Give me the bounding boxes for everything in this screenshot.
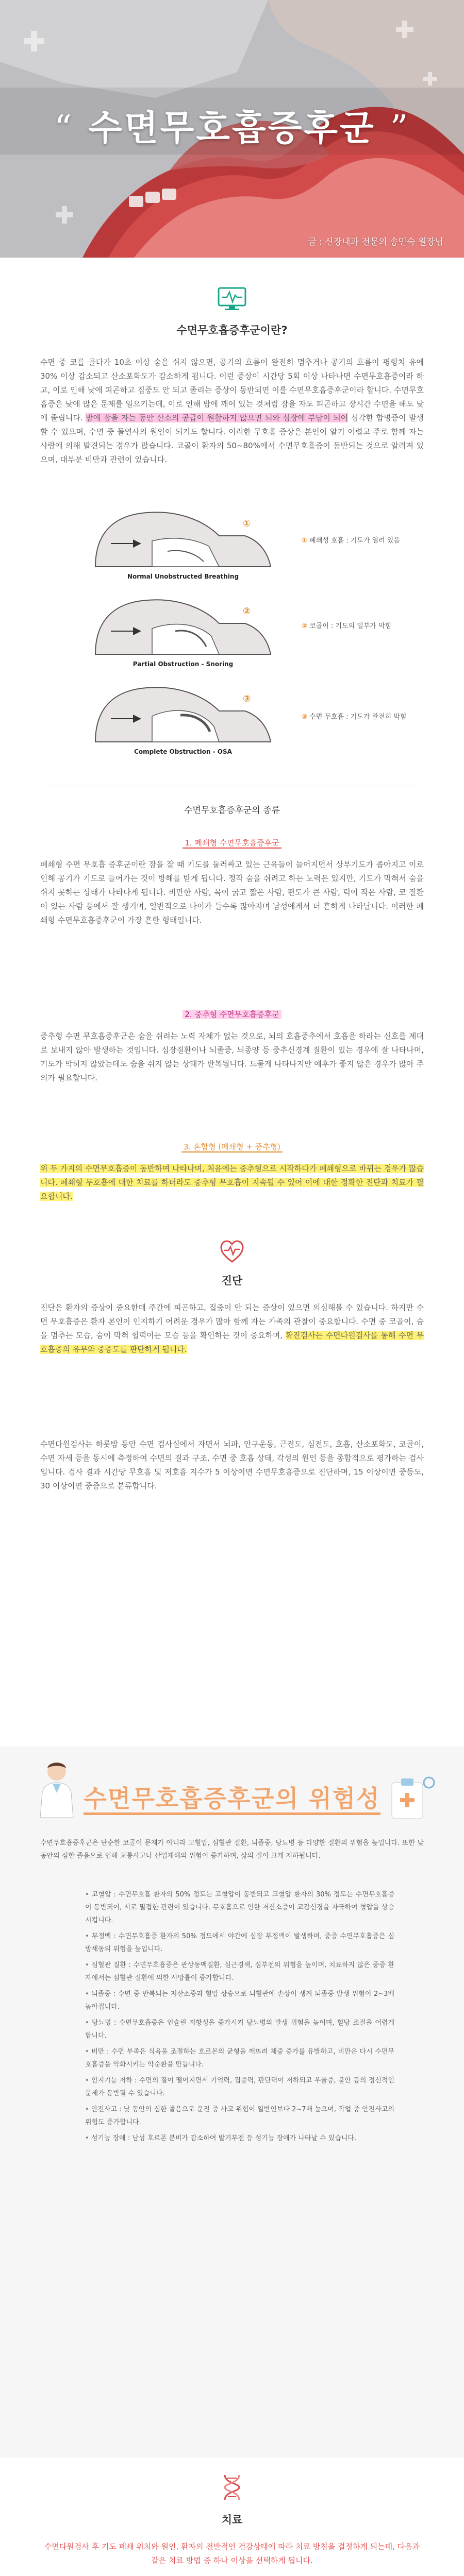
airway-diagram-snoring [90,592,276,659]
list-item: • 고혈압 : 수면무호흡 환자의 50% 정도는 고혈압이 동반되고 고혈압 환자의 30% 정도는 수면무호흡증이 동반되어, 서로 밀접한 관련이 있습니다. 무호흡으로 인한 저산소증이 교감신경을 자극하여 혈압을 상승시킵니다. [85,1888,394,1927]
intro-text-2: 수면무호흡증은 낮에 많은 문제를 일으키는데, 이로 인해 밤에 깨어 있는 것처럼 잠을 자도 피곤하고 장시간 수면을 해도 낮에 졸립니다. [40,385,424,422]
close-quote: ” [390,108,410,149]
treatment-lead: 수면다원검사 후 기도 폐쇄 위치와 원인, 환자의 전반적인 건강상태에 따라 치료 방침을 결정하게 되는데, 다음과 같은 치료 방법 중 하나 이상을 선택하게 됩니다. [44,2542,420,2565]
airway-diagram-osa [90,680,276,747]
list-item: • 비만 : 수면 부족은 식욕을 조절하는 호르몬의 균형을 깨뜨려 체중 증가를 유발하고, 비만은 다시 수면무호흡증을 악화시키는 악순환을 만듭니다. [85,2045,394,2071]
open-quote: “ [54,108,74,149]
diagram-caption-osa: Complete Obstruction - OSA [134,748,232,755]
diagnosis-paragraph-1: 진단은 환자의 증상이 중요한데 주간에 피곤하고, 집중이 안 되는 증상이 있으면 의심해볼 수 있습니다. 하지만 수면 무호흡증은 환자 본인이 인지하기 어려운 경우가 많아 함께 자는 가족의 관찰이 중요합니다. 수면 중 코골이, 숨을 멈추는 모습, 숨이 막혀 헐떡이는 모습 등을 확인하는 것이 중요하며, 확진검사는 수면다원검사를 통해 수면 무호흡증의 유무와 중증도를 판단하게 됩니다. [40,1303,424,1354]
legend-item-1: ① 폐쇄성 호흡 : 기도가 열려 있음 [302,537,400,545]
dna-icon [218,2473,246,2502]
heartbeat-icon [219,1239,245,1265]
diagnosis-highlight: 확진검사는 수면다원검사를 통해 수면 무호흡증의 유무와 중증도를 판단하게 됩니다. [40,1331,424,1354]
svg-text:③: ③ [243,693,251,704]
diagnosis-paragraph-2: 수면다원검사는 하룻밤 동안 수면 검사실에서 자면서 뇌파, 안구운동, 근전도, 심전도, 호흡, 산소포화도, 코골이, 수면 자세 등을 동시에 측정하여 수면의 질과 구조, 수면 중 호흡 상태, 각성의 원인 등을 종합적으로 평가하는 검사입니다. 검사 결과 시간당 무호흡 및 저호흡 지수가 5 이상이면 수면무호흡증으로 진단하며, 15 이상이면 중등도, 30 이상이면 중증으로 분류합니다. [40,1439,424,1490]
treatment-heading: 치료 [221,2514,243,2526]
type-3-text: 위 두 가지의 수면무호흡증이 동반하여 나타나며, 처음에는 중추형으로 시작하다가 폐쇄형으로 바뀌는 경우가 많습니다. 폐쇄형 무호흡에 대한 치료를 하더라도 중추형 무호흡이 지속될 수 있어 이에 대한 정확한 진단과 치료가 필요합니다. [40,1164,424,1201]
type-2-text: 중추형 수면 무호흡증후군은 숨을 쉬려는 노력 자체가 없는 것으로, 뇌의 호흡중추에서 호흡을 하라는 신호를 제대로 보내지 않아 발생하는 것입니다. 심장질환이나 뇌졸중, 뇌종양 등 중추신경계 질환이 있는 경우에 잘 나타나며, 기도가 막히지 않았는데도 숨을 쉬지 않는 상태가 반복됩니다. 드물게 나타나지만 예후가 좋지 않은 경우가 많아 주의가 필요합니다. [40,1031,424,1082]
type-1-label: 1. 폐쇄형 수면무호흡증후군 [0,837,464,848]
diagram-caption-snoring: Partial Obstruction - Snoring [132,660,234,668]
type-2-label: 2. 중추형 수면무호흡증후군 [0,1009,464,1020]
intro-text-3: 심각한 합병증이 발생할 수 있으며, 수면 중 돌연사의 원인이 되기도 합니다. 이러한 무호흡 증상은 본인이 알기 어렵고 주로 함께 자는 사람에 의해 발견되는 경우가 많습니다. 코골이 환자의 50~80%에서 수면무호흡증이 동반되는 것으로 알려져 있으며, 대부분 비만과 관련이 있습니다. [40,413,424,464]
intro-highlight: 밤에 잠을 자는 동안 산소의 공급이 원활하지 않으면 뇌와 심장에 부담이 되어 [86,413,349,422]
list-item: • 인지기능 저하 : 수면의 질이 떨어지면서 기억력, 집중력, 판단력이 저하되고 우울증, 불안 등의 정신적인 문제가 동반될 수 있습니다. [85,2074,394,2100]
legend-item-3: ③ 수면 무호흡 : 기도가 완전히 막힘 [302,713,407,721]
danger-intro: 수면무호흡증후군은 단순한 코골이 문제가 아니라 고혈압, 심혈관 질환, 뇌졸중, 당뇨병 등 다양한 질환의 위험을 높입니다. 또한 낮 동안의 심한 졸음으로 인해 교통사고나 산업재해의 위험이 증가하며, 삶의 질이 크게 저하됩니다. [40,1839,424,1860]
type-1-text: 폐쇄형 수면 무호흡 증후군이란 잠을 잘 때 기도를 둘러싸고 있는 근육들이 늘어지면서 상부기도가 좁아지고 이로 인해 공기가 기도로 들어가는 것이 방해를 받게 됩니다. 정작 숨을 쉬려고 하는 노력은 있지만, 기도가 막혀서 숨을 쉬지 못하는 상태가 나타나게 됩니다. 비만한 사람, 목이 굵고 짧은 사람, 편도가 큰 사람, 턱이 작은 사람, 코 질환이 있는 사람 등에서 잘 생기며, 일반적으로 나이가 들수록 많아지며 남성에게서 더 흔하게 나타납니다. 이러한 폐쇄형 수면무호흡증후군이 가장 흔한 형태입니다. [40,860,424,925]
intro-paragraph [40,355,424,467]
svg-text:①: ① [243,518,251,529]
monitor-icon [217,286,247,312]
airway-diagram-normal [90,505,276,572]
types-heading: 수면무호흡증후군의 종류 [184,805,280,816]
list-item: • 안전사고 : 낮 동안의 심한 졸음으로 운전 중 사고 위험이 일반인보다 2~7배 높으며, 작업 중 안전사고의 위험도 증가합니다. [85,2103,394,2129]
author-credit: 글 : 신장내과 전문의 송민숙 원장님 [308,237,443,247]
intro-heading: 수면무호흡증후군이란? [176,324,288,336]
diagnosis-heading: 진단 [221,1275,243,1287]
hero-title-row [0,100,464,150]
list-item: • 뇌졸중 : 수면 중 반복되는 저산소증과 혈압 상승으로 뇌혈관에 손상이 생겨 뇌졸중 발생 위험이 2~3배 높아집니다. [85,1988,394,2013]
svg-text:②: ② [243,606,251,617]
list-item: • 성기능 장애 : 남성 호르몬 분비가 감소하여 발기부전 등 성기능 장애가 나타날 수 있습니다. [85,2132,394,2145]
intro-text-1: 수면 중 코를 골다가 10초 이상 숨을 쉬지 않으면, 공기의 흐름이 완전히 멈추거나 공기의 흐름이 평형치 유에 30% 이상 감소되고 산소포화도가 감소하게 됩니다. 이런 증상이 시간당 5회 이상 나타나면 수면무호흡증이라 하고, 이로 인해 낮에 피곤하고 집중도 안 되고 졸리는 증상이 동반되면 이를 수면무호흡증후군이라 합니다. [40,358,424,395]
diagram-caption-normal: Normal Unobstructed Breathing [127,573,239,580]
list-item: • 부정맥 : 수면무호흡증 환자의 50% 정도에서 야간에 심장 부정맥이 발생하며, 중증 수면무호흡증은 심방세동의 위험을 높입니다. [85,1930,394,1956]
danger-title: 수면무호흡증후군의 위험성 [0,1780,464,1814]
hero-banner [0,0,464,258]
list-item: • 당뇨병 : 수면무호흡증은 인슐린 저항성을 증가시켜 당뇨병의 발생 위험을 높이며, 혈당 조절을 어렵게 합니다. [85,2016,394,2042]
page-title: 수면무호흡증후군 [88,108,376,149]
danger-list [85,1888,394,2148]
type-3-label: 3. 혼합형 (폐쇄형 + 중추형) [0,1141,464,1152]
legend-item-2: ② 코골이 : 기도의 일부가 막힘 [302,622,392,630]
list-item: • 심혈관 질환 : 수면무호흡증은 관상동맥질환, 심근경색, 심부전의 위험을 높이며, 치료하지 않은 중증 환자에서는 심혈관 질환에 의한 사망률이 증가합니다. [85,1959,394,1985]
